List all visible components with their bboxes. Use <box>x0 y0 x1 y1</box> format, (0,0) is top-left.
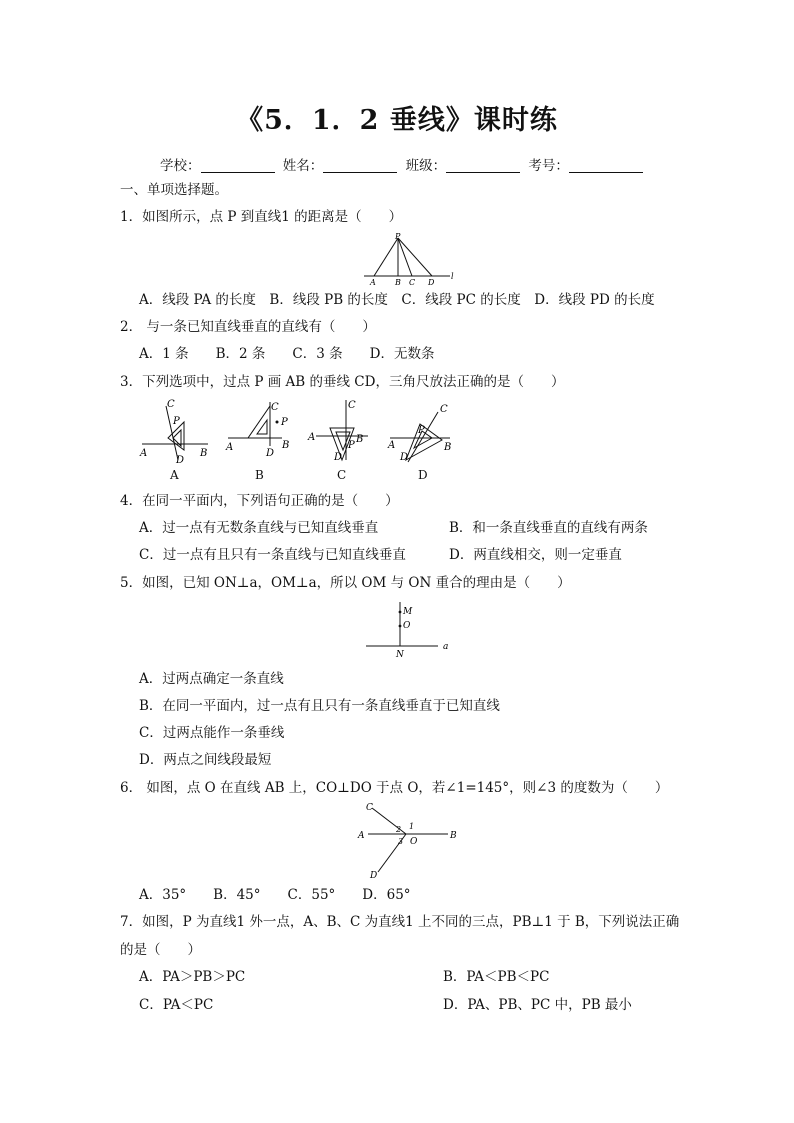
q1-label-c: C <box>409 278 416 287</box>
q6-label-1: 1 <box>409 822 415 831</box>
q3c-label-a: A <box>308 432 316 443</box>
q5-stem: 5．如图，已知 ON⊥a，OM⊥a，所以 OM 与 ON 重合的理由是（ ） <box>120 575 571 591</box>
q3-caption-b: B <box>255 468 264 482</box>
name-label: 姓名： <box>282 158 324 174</box>
q5-label-a: a <box>443 642 449 652</box>
q3d-label-c: C <box>440 404 448 415</box>
q7-option-a: A．PA＞PB＞PC <box>139 969 246 985</box>
q3b-label-a: A <box>226 442 234 453</box>
q3-figure-a <box>138 398 212 464</box>
q3-figure-c <box>306 398 380 464</box>
q2-options: A．1 条 B．2 条 C．3 条 D．无数条 <box>139 346 435 362</box>
q3d-label-d: D <box>400 452 409 463</box>
q3d-label-b: B <box>444 442 452 453</box>
q4-option-a: A．过一点有无数条直线与已知直线垂直 <box>139 520 379 536</box>
student-info-row <box>160 154 647 174</box>
q3c-label-p: P <box>348 440 355 451</box>
q3a-label-b: B <box>200 448 208 459</box>
q1-label-l: l <box>451 272 454 281</box>
q6-figure <box>356 800 466 880</box>
q3c-label-d: D <box>334 452 343 463</box>
q4-option-b: B．和一条直线垂直的直线有两条 <box>449 520 648 536</box>
q3-caption-a: A <box>170 468 179 482</box>
q3a-label-a: A <box>140 448 148 459</box>
q1-label-d: D <box>428 278 435 287</box>
q5-label-m: M <box>403 607 413 617</box>
q5-figure <box>360 600 456 660</box>
exam-no-label: 考号： <box>528 158 569 174</box>
q6-label-3: 3 <box>398 837 404 846</box>
q6-label-b: B <box>450 831 457 841</box>
q3a-label-p: P <box>173 416 180 427</box>
class-label: 班级： <box>405 158 447 174</box>
q3c-label-b: B <box>356 434 364 445</box>
q3-caption-c: C <box>337 468 347 482</box>
q7-option-c: C．PA＜PC <box>139 997 214 1013</box>
q7-option-b: B．PA＜PB＜PC <box>443 969 550 985</box>
section-heading: 一、单项选择题。 <box>120 182 228 198</box>
q5-option-c: C．过两点能作一条垂线 <box>139 725 285 741</box>
q6-stem: 6． 如图，点 O 在直线 AB 上，CO⊥DO 于点 O，若∠1=145°，则∠3 的度数为（ ） <box>120 780 669 796</box>
q3-figure-d <box>382 398 456 464</box>
q3d-label-p: P <box>418 425 425 436</box>
q1-options: A．线段 PA 的长度 B．线段 PB 的长度 C．线段 PC 的长度 D．线段 PD 的长度 <box>139 292 655 308</box>
q3a-label-d: D <box>176 455 185 464</box>
q5-option-a: A．过两点确定一条直线 <box>139 671 284 687</box>
q1-stem: 1．如图所示，点 P 到直线1 的距离是（ ） <box>120 209 403 225</box>
q7-stem-line2: 的是（ ） <box>120 942 201 958</box>
q6-options: A．35° B．45° C．55° D．65° <box>139 887 411 903</box>
q3b-label-c: C <box>271 402 279 413</box>
q3c-label-c: C <box>348 400 356 411</box>
q1-label-a: A <box>370 278 376 287</box>
q6-label-c: C <box>366 803 373 813</box>
exam-no-blank[interactable] <box>569 158 643 173</box>
q1-label-b: B <box>395 278 401 287</box>
q3a-label-c: C <box>167 399 175 410</box>
q7-stem-line1: 7．如图，P 为直线1 外一点，A、B、C 为直线1 上不同的三点，PB⊥1 于 B，下列说法正确 <box>120 914 680 930</box>
q3-stem: 3．下列选项中，过点 P 画 AB 的垂线 CD，三角尺放法正确的是（ ） <box>120 374 565 390</box>
q3-figure-b <box>224 398 298 464</box>
q4-option-c: C．过一点有且只有一条直线与已知直线垂直 <box>139 547 406 563</box>
q3d-label-a: A <box>388 440 396 451</box>
q6-label-a: A <box>358 831 365 841</box>
q2-stem: 2． 与一条已知直线垂直的直线有（ ） <box>120 319 376 335</box>
q3b-label-d: D <box>266 448 275 459</box>
q1-figure <box>360 232 460 288</box>
page-title: 《5．1．2 垂线》课时练 <box>236 105 558 136</box>
q6-label-o: O <box>410 837 418 847</box>
q6-label-2: 2 <box>396 825 402 834</box>
school-label: 学校： <box>160 158 201 174</box>
school-blank[interactable] <box>201 158 275 173</box>
q5-label-o: O <box>403 621 411 631</box>
q3b-label-b: B <box>282 440 290 451</box>
q6-label-d: D <box>370 871 378 880</box>
q5-label-n: N <box>396 650 404 660</box>
q1-label-p: P <box>395 232 401 241</box>
q5-option-d: D．两点之间线段最短 <box>139 752 272 768</box>
q3-caption-d: D <box>418 468 428 482</box>
q7-option-d: D．PA、PB、PC 中，PB 最小 <box>443 997 632 1013</box>
name-blank[interactable] <box>323 158 397 173</box>
q3b-label-p: P <box>281 417 288 428</box>
q4-stem: 4．在同一平面内，下列语句正确的是（ ） <box>120 493 399 509</box>
q5-option-b: B．在同一平面内，过一点有且只有一条直线垂直于已知直线 <box>139 698 500 714</box>
class-blank[interactable] <box>446 158 520 173</box>
q4-option-d: D．两直线相交，则一定垂直 <box>449 547 622 563</box>
